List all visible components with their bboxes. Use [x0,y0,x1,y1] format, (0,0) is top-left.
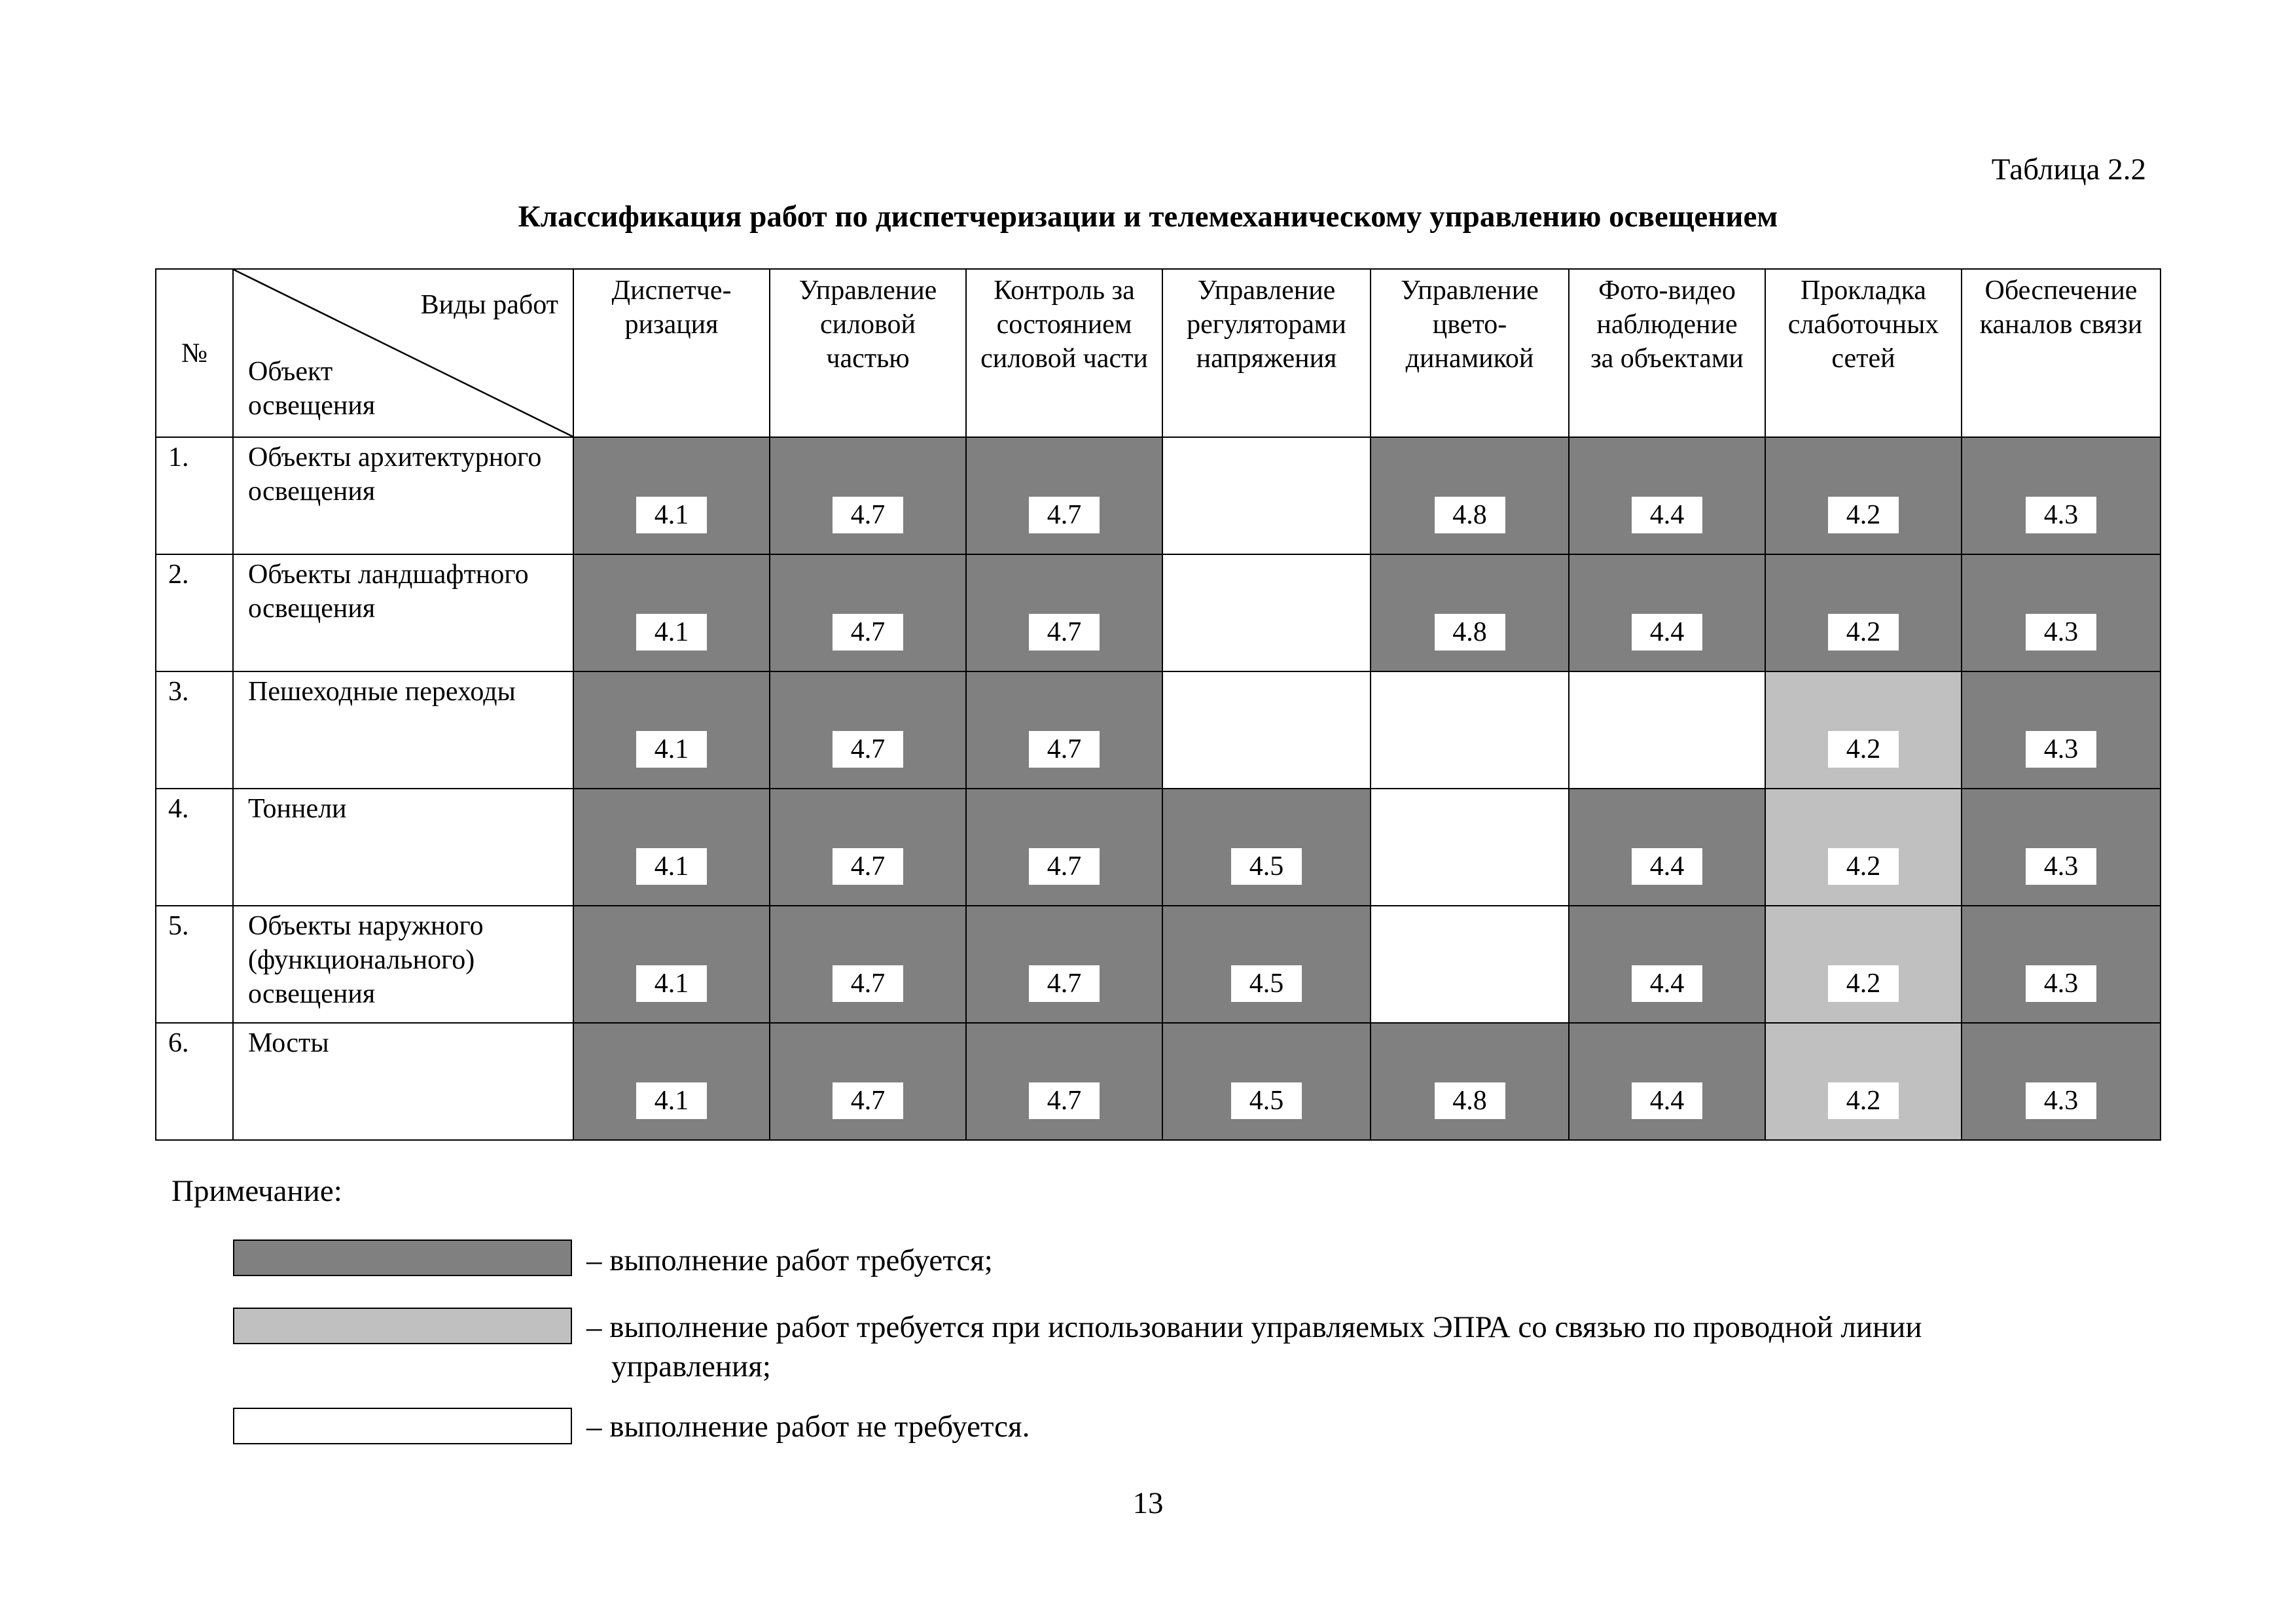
work-cell-dark [1962,671,2161,789]
section-code: 4.7 [1029,731,1100,768]
section-code: 4.5 [1231,965,1302,1002]
work-cell-dark [770,1023,966,1140]
work-cell-none [1371,671,1569,789]
table-row [156,789,2161,906]
work-cell-light [1765,789,1962,906]
legend-text-required: – выполнение работ требуется; [586,1243,993,1277]
work-cell-dark [1162,789,1371,906]
table-number: Таблица 2.2 [1991,152,2146,187]
note-title: Примечание: [171,1174,342,1208]
section-code: 4.4 [1632,614,1702,651]
section-code: 4.3 [2026,614,2096,651]
section-code: 4.3 [2026,848,2096,885]
diagonal-header-cell [233,269,573,437]
work-cell-dark [1569,789,1765,906]
work-cell-dark [966,1023,1162,1140]
section-code: 4.7 [833,497,903,533]
section-code: 4.7 [1029,848,1100,885]
section-code: 4.7 [1029,1082,1100,1119]
section-code: 4.2 [1828,1082,1899,1119]
work-cell-dark [770,789,966,906]
section-code: 4.8 [1435,1082,1505,1119]
section-code: 4.7 [833,848,903,885]
table-row [156,671,2161,789]
section-code: 4.7 [1029,497,1100,533]
table-row [156,906,2161,1023]
work-cell-dark [1569,554,1765,671]
column-header-dispatching: Диспетче-ризация [573,269,770,437]
legend-swatch-not-required [233,1408,572,1444]
row-object-name: Пешеходные переходы [233,671,573,789]
work-cell-dark [1569,1023,1765,1140]
work-cell-dark [966,671,1162,789]
work-cell-dark [1962,437,2161,554]
row-object-name: Тоннели [233,789,573,906]
section-code: 4.8 [1435,497,1505,533]
section-code: 4.4 [1632,848,1702,885]
row-object-name: Объекты наружного (функционального) освещения [233,906,573,1023]
legend-swatch-required [233,1240,572,1276]
section-code: 4.5 [1231,848,1302,885]
classification-table [155,268,2161,1141]
work-cell-dark [1162,1023,1371,1140]
row-number: 5. [156,906,233,1023]
section-code: 4.1 [636,965,707,1002]
column-header-color-dynamics: Управление цвето-динамикой [1371,269,1569,437]
work-cell-light [1765,671,1962,789]
table-body [156,437,2161,1140]
section-code: 4.2 [1828,848,1899,885]
legend-swatch-conditional [233,1308,572,1344]
section-code: 4.2 [1828,614,1899,651]
section-code: 4.4 [1632,965,1702,1002]
object-label: Объект освещения [248,357,376,421]
section-code: 4.3 [2026,1082,2096,1119]
work-cell-dark [573,437,770,554]
work-cell-dark [966,437,1162,554]
work-cell-dark [1569,437,1765,554]
section-code: 4.3 [2026,965,2096,1002]
work-cell-dark [770,671,966,789]
section-code: 4.1 [636,731,707,768]
row-number: 6. [156,1023,233,1140]
work-cell-dark [1765,437,1962,554]
work-cell-dark [1765,554,1962,671]
column-header-communication-channels: Обеспечение каналов связи [1962,269,2161,437]
work-cell-none [1162,437,1371,554]
legend-text-not-required: – выполнение работ не требуется. [586,1410,1030,1444]
section-code: 4.2 [1828,497,1899,533]
header-row [156,269,2161,437]
section-code: 4.7 [833,1082,903,1119]
legend-text-conditional: – выполнение работ требуется при использовании управляемых ЭПРА со связью по проводной линии управления; [586,1310,1922,1383]
work-cell-light [1765,906,1962,1023]
column-header-low-current-networks: Прокладка слаботочных сетей [1765,269,1962,437]
table-row [156,1023,2161,1140]
work-cell-dark [1371,554,1569,671]
section-code: 4.3 [2026,731,2096,768]
work-cell-none [1371,906,1569,1023]
num-column-header: № [156,269,233,437]
section-code: 4.7 [833,614,903,651]
section-code: 4.2 [1828,731,1899,768]
table-title: Классификация работ по диспетчеризации и телемеханическому управлению освещением [518,200,1778,234]
work-cell-none [1569,671,1765,789]
section-code: 4.3 [2026,497,2096,533]
work-cell-dark [1371,437,1569,554]
row-number: 2. [156,554,233,671]
row-number: 3. [156,671,233,789]
section-code: 4.2 [1828,965,1899,1002]
work-cell-dark [573,789,770,906]
work-cell-dark [573,906,770,1023]
work-cell-dark [770,906,966,1023]
section-code: 4.7 [833,731,903,768]
work-cell-dark [966,906,1162,1023]
row-number: 4. [156,789,233,906]
work-cell-dark [1962,1023,2161,1140]
row-object-name: Объекты архитектурного освещения [233,437,573,554]
table-row [156,554,2161,671]
row-object-name: Мосты [233,1023,573,1140]
section-code: 4.1 [636,614,707,651]
section-code: 4.1 [636,1082,707,1119]
row-object-name: Объекты ландшафтного освещения [233,554,573,671]
work-cell-none [1162,671,1371,789]
work-cell-dark [1962,554,2161,671]
row-number: 1. [156,437,233,554]
column-header-power-control: Управление силовой частью [770,269,966,437]
work-cell-dark [573,671,770,789]
section-code: 4.5 [1231,1082,1302,1119]
work-types-label: Виды работ [420,290,558,320]
work-cell-dark [1371,1023,1569,1140]
work-cell-dark [1162,906,1371,1023]
section-code: 4.4 [1632,1082,1702,1119]
work-cell-none [1162,554,1371,671]
section-code: 4.4 [1632,497,1702,533]
work-cell-dark [770,437,966,554]
work-cell-dark [1569,906,1765,1023]
work-cell-none [1371,789,1569,906]
section-code: 4.8 [1435,614,1505,651]
section-code: 4.1 [636,848,707,885]
column-header-video-surveillance: Фото-видео наблюдение за объектами [1569,269,1765,437]
work-cell-dark [573,554,770,671]
work-cell-dark [1962,906,2161,1023]
column-header-voltage-regulators: Управление регуляторами напряжения [1162,269,1371,437]
work-cell-dark [1962,789,2161,906]
section-code: 4.7 [833,965,903,1002]
work-cell-dark [573,1023,770,1140]
work-cell-dark [770,554,966,671]
section-code: 4.7 [1029,614,1100,651]
table-row [156,437,2161,554]
column-header-power-monitoring: Контроль за состоянием силовой части [966,269,1162,437]
section-code: 4.1 [636,497,707,533]
work-cell-dark [966,789,1162,906]
page-number: 13 [1132,1486,1164,1520]
section-code: 4.7 [1029,965,1100,1002]
work-cell-light [1765,1023,1962,1140]
work-cell-dark [966,554,1162,671]
